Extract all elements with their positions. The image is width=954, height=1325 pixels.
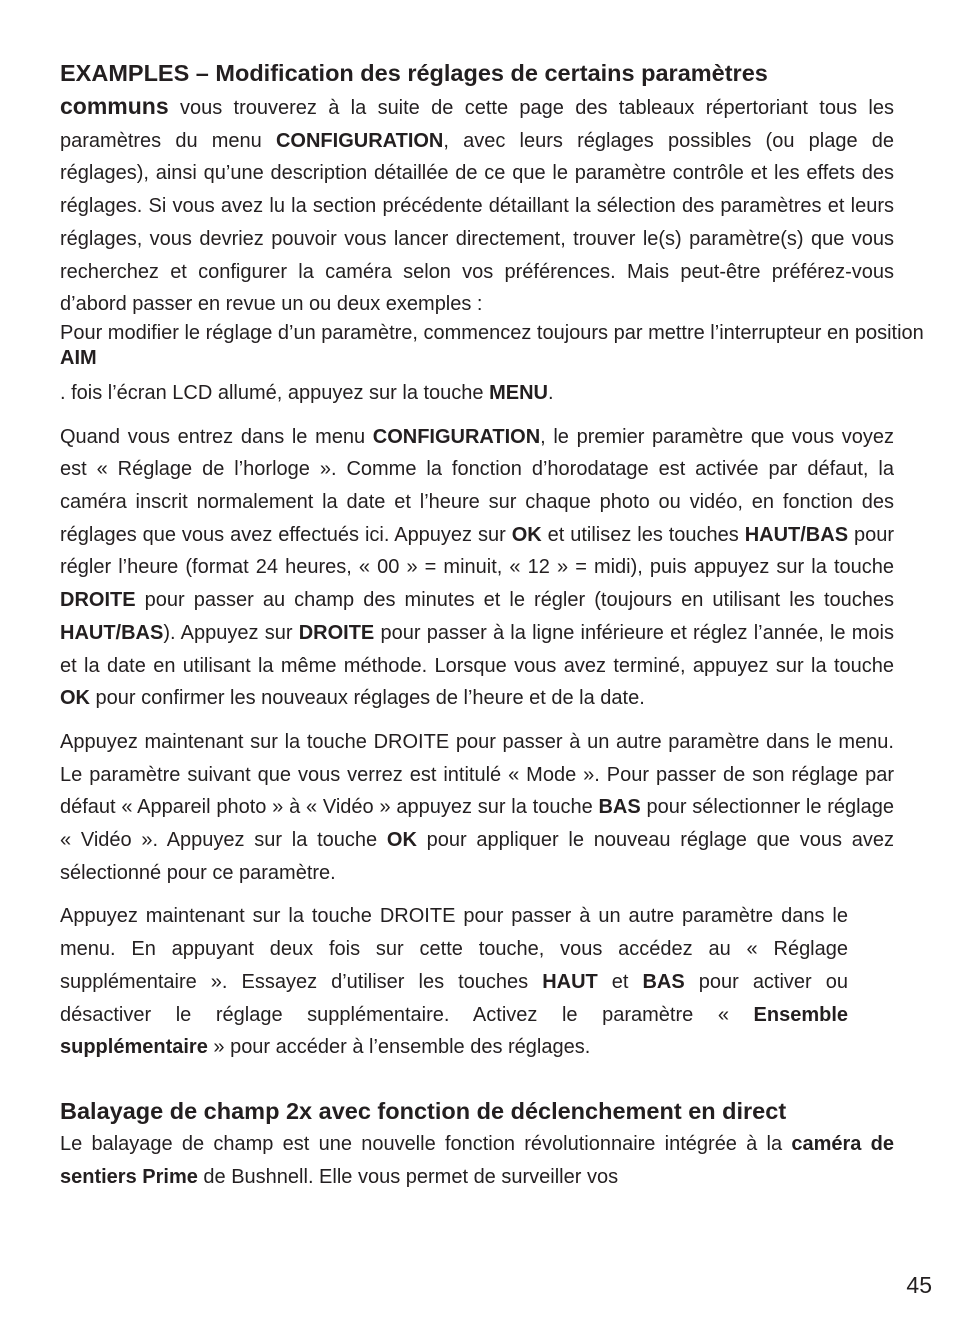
keyword-bas: BAS xyxy=(642,970,685,993)
keyword-ok: OK xyxy=(511,523,542,546)
text-run: Pour modifier le réglage d’un paramètre, commencez toujours par mettre l’interrupteur en position xyxy=(60,321,924,344)
text-run: ). Appuyez sur xyxy=(163,621,299,644)
text-run: Quand vous entrez dans le menu xyxy=(60,425,373,448)
keyword-menu: MENU xyxy=(489,381,548,404)
keyword-ok: OK xyxy=(60,687,90,710)
keyword-bas: BAS xyxy=(598,796,641,819)
text-run: Le balayage de champ est une nouvelle fonction révolutionnaire intégrée à la xyxy=(60,1132,792,1155)
keyword-aim: AIM xyxy=(60,346,97,369)
text-run: et xyxy=(597,970,643,993)
text-run: vous trouverez à la suite de cette page des tableaux répertoriant tous les paramètres du menu xyxy=(60,97,894,152)
text-run: pour passer à la ligne inférieure et réglez l’année, le mois et la date en utilisant la même méthode. Lorsque vous avez terminé, appuyez sur la touche xyxy=(60,621,894,677)
text-run: pour confirmer les nouveaux réglages de l’heure et de la date. xyxy=(90,687,645,710)
keyword-ensemble-supplementaire: Ensemble supplémentaire xyxy=(60,1003,848,1059)
clock-setting-paragraph xyxy=(60,421,894,715)
text-run: , le premier paramètre que vous voyez est « Réglage de l’horloge ». Comme la fonction d’horodatage est activée par défaut, la caméra inscrit normalement la date et l’heure sur chaque photo ou vidéo, en fonction des réglages que vous avez effectués ici. Appuyez sur xyxy=(60,425,894,546)
text-run: de Bushnell. Elle vous permet de surveiller vos xyxy=(197,1165,619,1188)
text-run: pour appliquer le nouveau réglage que vous avez sélectionné pour ce paramètre. xyxy=(60,829,894,884)
text-run: pour sélectionner le réglage « Vidéo ». Appuyez sur la touche xyxy=(60,796,894,852)
switch-instruction-paragraph xyxy=(60,321,932,371)
keyword-haut-bas: HAUT/BAS xyxy=(60,621,164,644)
keyword-ok: OK xyxy=(386,829,417,852)
text-run: . xyxy=(548,381,554,404)
keyword-product-name: caméra de sentiers Prime xyxy=(60,1132,894,1188)
text-run: pour activer ou désactiver le réglage supplémentaire. Activez le paramètre « xyxy=(60,970,848,1026)
page-number: 45 xyxy=(906,1272,932,1298)
text-run: et utilisez les touches xyxy=(541,523,745,546)
keyword-configuration: CONFIGURATION xyxy=(275,129,444,152)
keyword-haut-bas: HAUT/BAS xyxy=(744,523,849,546)
intro-paragraph xyxy=(60,90,894,321)
text-run: , avec leurs réglages possibles (ou plage de réglages), ainsi qu’une description détaillée de ce que le paramètre contrôle et les effets des réglages. Si vous avez lu la section précédente détaillant la sélection des paramètres et leurs réglages, vous devriez pouvoir vous lancer directement, trouver le(s) paramètre(s) que vous recherchez et configurer la caméra selon vos préférences. Mais peut-être préférez-vous d’abord passer en revue un ou deux exemples : xyxy=(60,129,894,316)
keyword-configuration: CONFIGURATION xyxy=(372,425,541,448)
keyword-droite: DROITE xyxy=(298,621,375,644)
field-scan-paragraph xyxy=(60,1128,894,1193)
text-run: pour passer au champ des minutes et le régler (toujours en utilisant les touches xyxy=(135,589,894,612)
page-content xyxy=(60,56,924,1193)
keyword-droite: DROITE xyxy=(60,589,136,612)
section-heading-examples: EXAMPLES – Modification des réglages de certains paramètres xyxy=(60,60,768,86)
text-run: Appuyez maintenant sur la touche DROITE pour passer à un autre paramètre dans le menu. Le paramètre suivant que vous verrez est intitulé « Mode ». Pour passer de son réglage par défaut « Appareil photo » à « Vidéo » appuyez sur la touche xyxy=(60,730,894,819)
text-run: Appuyez maintenant sur la touche DROITE pour passer à un autre paramètre dans le menu. En appuyant deux fois sur cette touche, vous accédez au « Réglage supplémentaire ». Essayez d’utiliser les touches xyxy=(60,905,848,993)
keyword-haut: HAUT xyxy=(542,970,598,993)
text-run: » pour accéder à l’ensemble des réglages. xyxy=(207,1036,591,1059)
text-run: . fois l’écran LCD allumé, appuyez sur la touche xyxy=(60,381,490,404)
section-heading-field-scan: Balayage de champ 2x avec fonction de déclenchement en direct xyxy=(60,1097,787,1124)
text-run: pour régler l’heure (format 24 heures, « 00 » = minuit, « 12 » = midi), puis appuyez sur la touche xyxy=(60,523,894,579)
mode-setting-paragraph xyxy=(60,726,894,890)
heading-continuation: communs xyxy=(60,93,169,119)
extra-setting-paragraph xyxy=(60,900,848,1064)
menu-instruction-paragraph xyxy=(60,377,894,410)
